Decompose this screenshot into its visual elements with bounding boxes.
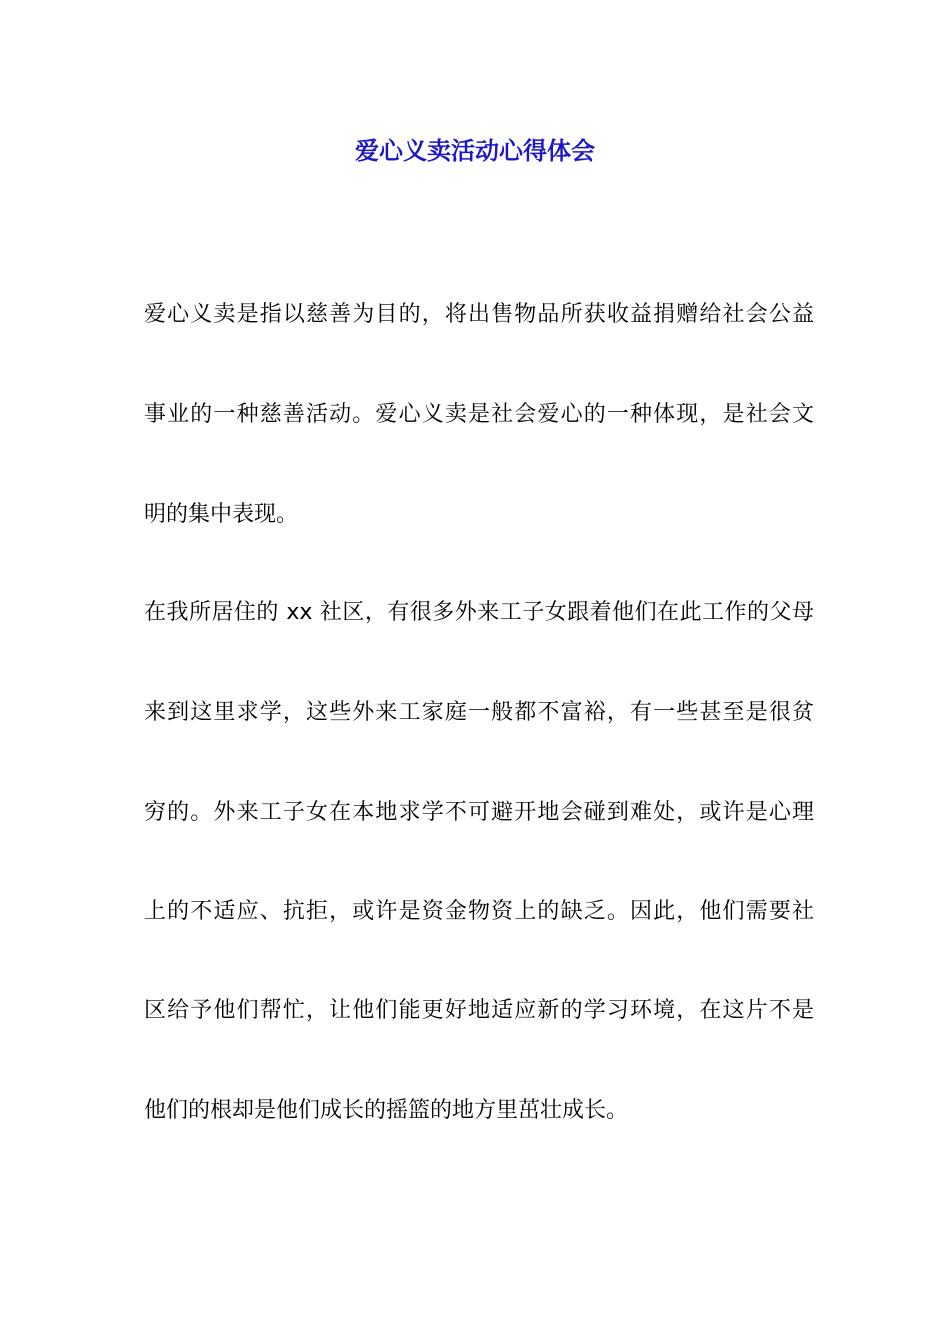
paragraph-line: 在我所居住的 xx 社区，有很多外来工子女跟着他们在此工作的父母	[144, 600, 814, 625]
paragraph-line: 上的不适应、抗拒，或许是资金物资上的缺乏。因此，他们需要社	[144, 899, 814, 924]
document-title: 爱心义卖活动心得体会	[355, 137, 595, 165]
paragraph-line: 明的集中表现。	[144, 502, 299, 527]
paragraph-line: 区给予他们帮忙，让他们能更好地适应新的学习环境，在这片不是	[144, 998, 814, 1023]
paragraph-line: 他们的根却是他们成长的摇篮的地方里茁壮成长。	[144, 1098, 629, 1123]
paragraph-line: 来到这里求学，这些外来工家庭一般都不富裕，有一些甚至是很贫	[144, 700, 814, 725]
paragraph-line: 事业的一种慈善活动。爱心义卖是社会爱心的一种体现，是社会文	[144, 402, 814, 427]
paragraph-line: 爱心义卖是指以慈善为目的，将出售物品所获收益捐赠给社会公益	[144, 302, 814, 327]
paragraph-line: 穷的。外来工子女在本地求学不可避开地会碰到难处，或许是心理	[144, 800, 814, 825]
